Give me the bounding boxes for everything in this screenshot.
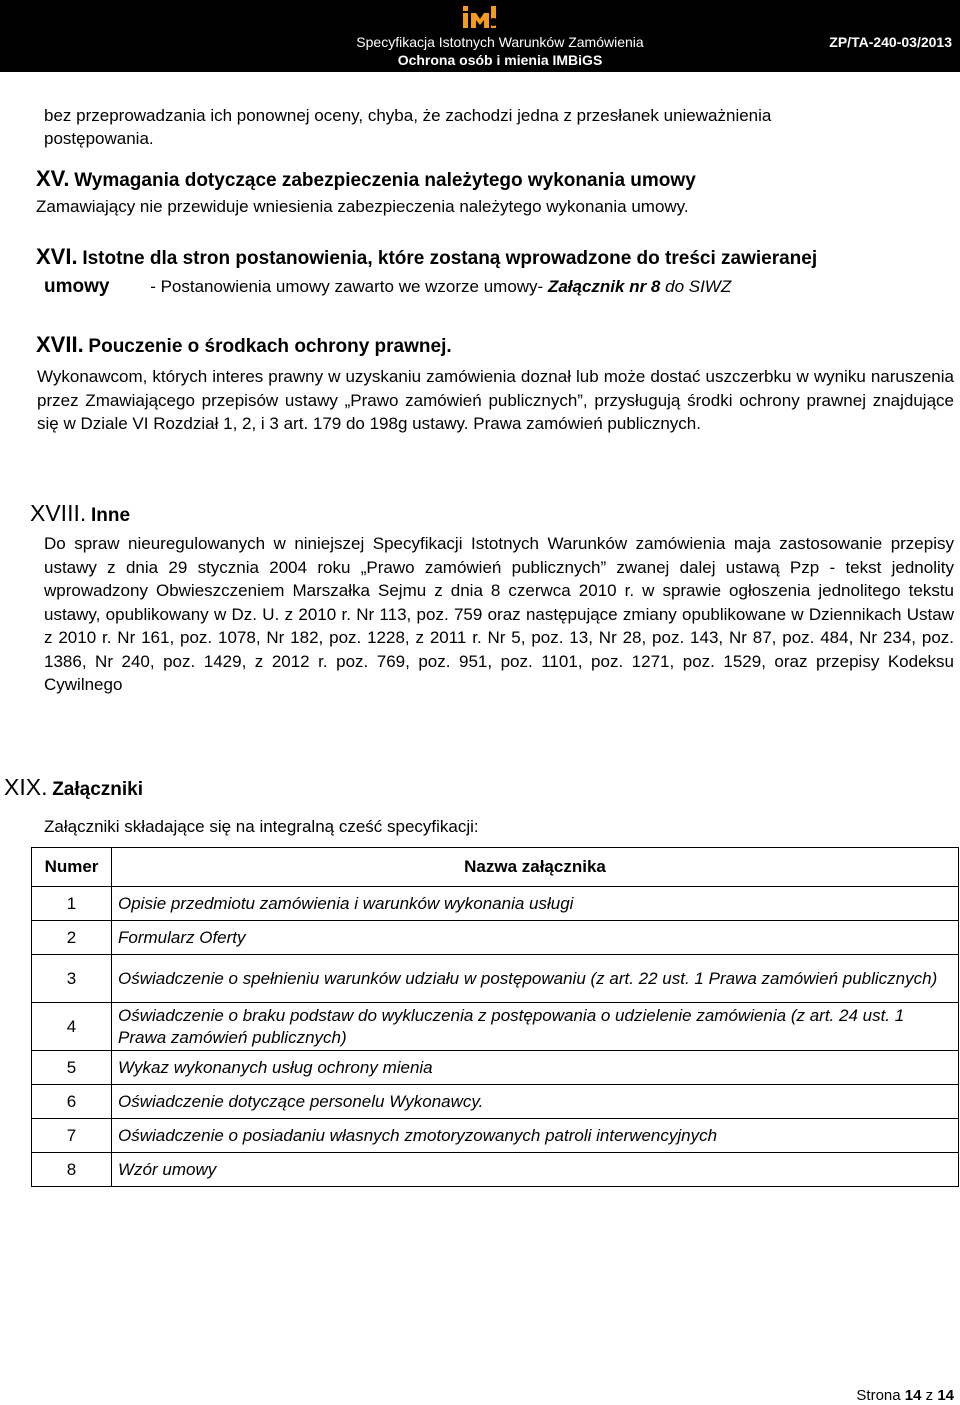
- footer-page-total: 14: [937, 1387, 954, 1404]
- section-15-text: Zamawiający nie przewiduje wniesienia zabezpieczenia należytego wykonania umowy.: [36, 197, 689, 216]
- section-15-number: XV.: [36, 166, 70, 191]
- section-17-text: Wykonawcom, których interes prawny w uzyskaniu zamówienia doznał lub może dostać uszczerbku w wyniku naruszenia przez Zmawiającego przepisów ustawy „Prawo zamówień publicznych”, przysługują środki ochrony prawnej znajdujące się w Dziale VI Rozdział 1, 2, i 3 art. 179 do 198g ustawy. Prawa zamówień publicznych.: [37, 367, 954, 433]
- attachment-number: 7: [32, 1119, 112, 1153]
- attachment-name: Oświadczenie o posiadaniu własnych zmotoryzowanych patroli interwencyjnych: [112, 1119, 959, 1153]
- table-row: [32, 955, 959, 1003]
- section-16-number: XVI.: [36, 244, 78, 269]
- intro-line-1: bez przeprowadzania ich ponownej oceny, chyba, że zachodzi jedna z przesłanek unieważnienia: [44, 106, 772, 125]
- section-16-text: - Postanowienia umowy zawarto we wzorze umowy-: [150, 277, 548, 296]
- section-19-number: XIX.: [4, 774, 48, 800]
- attachment-name: Wykaz wykonanych usług ochrony mienia: [112, 1051, 959, 1085]
- attachment-number: 1: [32, 887, 112, 921]
- table-row: [32, 887, 959, 921]
- section-17-number: XVII.: [36, 332, 84, 357]
- section-18-heading: [30, 498, 130, 531]
- imbigs-logo-icon: [462, 4, 498, 30]
- attachment-number: 2: [32, 921, 112, 955]
- section-15-heading: [36, 164, 696, 196]
- attachment-number: 8: [32, 1153, 112, 1187]
- attachment-number: 5: [32, 1051, 112, 1085]
- section-18-text: Do spraw nieuregulowanych w niniejszej Specyfikacji Istotnych Warunków zamówienia maja zastosowanie przepisy ustawy z dnia 29 stycznia 2004 roku „Prawo zamówień publicznych” zwanej dalej ustawą Pzp - tekst jednolity wprowadzony Obwieszczeniem Marszałka Sejmu z dnia 8 czerwca 2010 r. w sprawie ogłoszenia jednolitego tekstu ustawy, opublikowany w Dz. U. z 2010 r. Nr 113, poz. 759 oraz następujące zmiany opublikowane w Dziennikach Ustaw z 2010 r. Nr 161, poz. 1078, Nr 182, poz. 1228, z 2011 r. Nr 5, poz. 13, Nr 28, poz. 143, Nr 87, poz. 484, Nr 234, poz. 1386, Nr 240, poz. 1429, z 2012 r. poz. 769, poz. 951, poz. 1101, poz. 1271, poz. 1529, oraz przepisy Kodeksu Cywilnego: [44, 534, 954, 694]
- table-row: [32, 1119, 959, 1153]
- section-19-heading: [4, 772, 143, 805]
- section-19-intro: Załączniki składające się na integralną cześć specyfikacji:: [44, 817, 479, 836]
- attachment-number: 6: [32, 1085, 112, 1119]
- header-document-code: ZP/TA-240-03/2013: [829, 34, 952, 50]
- table-row: [32, 1051, 959, 1085]
- header-title: Specyfikacja Istotnych Warunków Zamówienia: [356, 34, 644, 50]
- section-16-attachment-ref: Załącznik nr 8: [547, 277, 661, 296]
- attachments-table: [31, 847, 959, 1187]
- section-16-line-2: [44, 272, 731, 302]
- table-row: [32, 1153, 959, 1187]
- section-17-heading: [36, 330, 452, 362]
- section-19-title: Załączniki: [52, 779, 144, 800]
- attachment-name: Oświadczenie dotyczące personelu Wykonawcy.: [112, 1085, 959, 1119]
- attachment-name: Opisie przedmiotu zamówienia i warunków wykonania usługi: [112, 887, 959, 921]
- section-17-title: Pouczenie o środkach ochrony prawnej.: [88, 336, 452, 357]
- section-16-title-cont: umowy: [44, 276, 110, 297]
- footer-page-separator: z: [925, 1387, 934, 1404]
- header-subtitle: Ochrona osób i mienia IMBiGS: [397, 52, 603, 68]
- attachment-number: 4: [32, 1003, 112, 1051]
- page-header: [0, 0, 960, 72]
- table-row: [32, 1003, 959, 1051]
- column-header-name: Nazwa załącznika: [112, 848, 959, 887]
- table-row: [32, 1085, 959, 1119]
- footer-page-number: 14: [904, 1387, 922, 1404]
- attachment-name: Oświadczenie o spełnieniu warunków udziału w postępowaniu (z art. 22 ust. 1 Prawa zamówień publicznych): [112, 955, 959, 1003]
- section-16-text-end: do SIWZ: [660, 277, 732, 296]
- table-header-row: [32, 848, 959, 887]
- table-row: [32, 921, 959, 955]
- section-18-title: Inne: [90, 505, 131, 526]
- footer-page-label: Strona: [856, 1387, 901, 1404]
- section-15-title: Wymagania dotyczące zabezpieczenia należytego wykonania umowy: [74, 170, 696, 191]
- column-header-number: Numer: [32, 848, 112, 887]
- section-16-heading: [36, 242, 956, 274]
- intro-line-2: postępowania.: [44, 129, 154, 148]
- page-footer: [856, 1387, 954, 1404]
- attachment-name: Oświadczenie o braku podstaw do wykluczenia z postępowania o udzielenie zamówienia (z art. 24 ust. 1 Prawa zamówień publicznych): [112, 1003, 959, 1051]
- attachment-number: 3: [32, 955, 112, 1003]
- attachment-name: Wzór umowy: [112, 1153, 959, 1187]
- section-16-title: Istotne dla stron postanowienia, które zostaną wprowadzone do treści zawieranej: [82, 248, 818, 269]
- section-18-number: XVIII.: [30, 500, 87, 526]
- attachment-name: Formularz Oferty: [112, 921, 959, 955]
